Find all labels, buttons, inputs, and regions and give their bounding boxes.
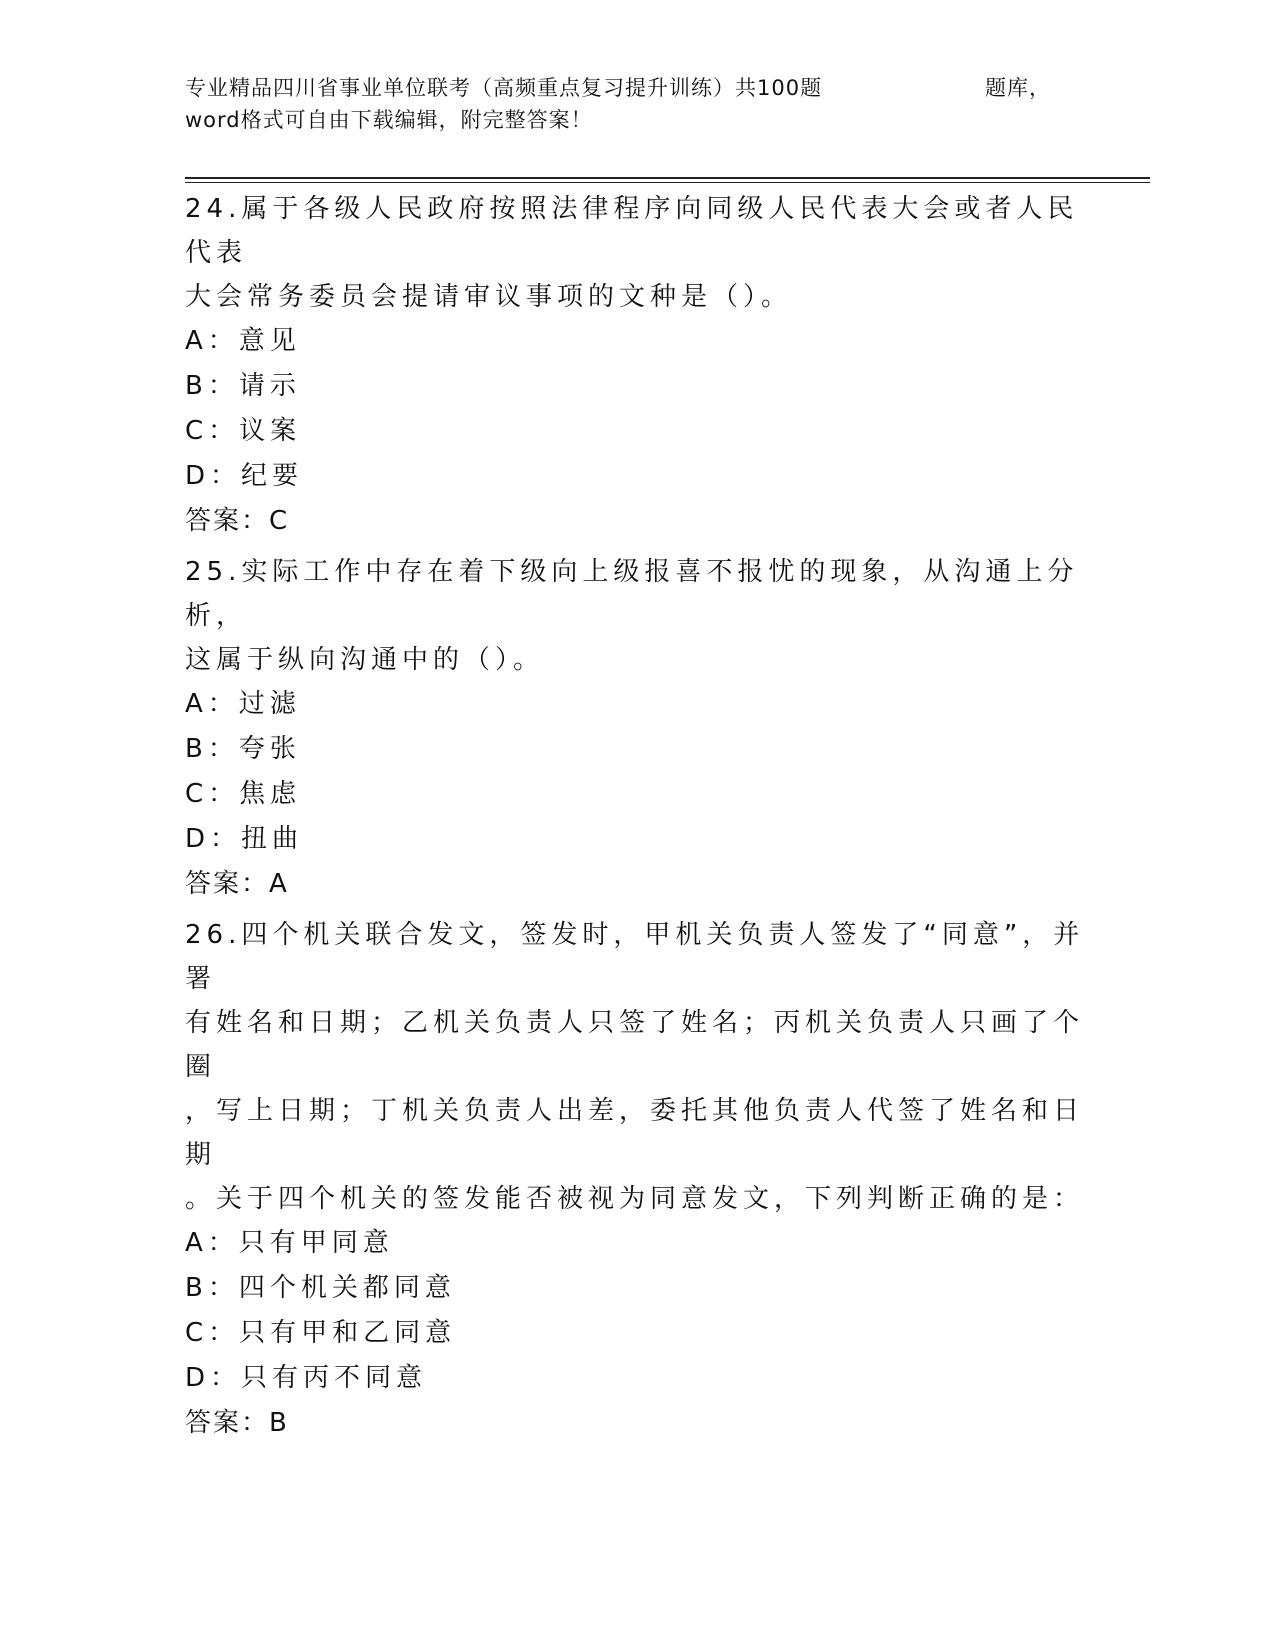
- option-b: B：请示: [185, 371, 301, 401]
- question-stem-line: 25.实际工作中存在着下级向上级报喜不报忧的现象，从沟通上分析，: [185, 557, 1079, 631]
- question-stem-line: 这属于纵向沟通中的（）。: [185, 645, 545, 675]
- document-header: [185, 72, 1085, 136]
- option-d: D：扭曲: [185, 824, 304, 854]
- answer-line: 答案：B: [185, 1408, 289, 1438]
- option-a: A：意见: [185, 326, 301, 356]
- question-stem-line: 大会常务委员会提请审议事项的文种是（）。: [185, 282, 793, 312]
- header-title-suffix: 题库，: [985, 76, 1051, 100]
- option-a: A：只有甲同意: [185, 1228, 394, 1258]
- question-stem-line: 。关于四个机关的签发能否被视为同意发文，下列判断正确的是：: [185, 1184, 1085, 1214]
- answer-line: 答案：C: [185, 506, 290, 536]
- option-d: D：纪要: [185, 461, 304, 491]
- header-divider-thick: [185, 177, 1150, 179]
- question-stem-line: 26.四个机关联合发文，签发时，甲机关负责人签发了“同意”，并署: [185, 920, 1085, 994]
- question-stem-line: ，写上日期；丁机关负责人出差，委托其他负责人代签了姓名和日期: [185, 1096, 1085, 1170]
- option-c: C：焦虑: [185, 779, 302, 809]
- question-24: [185, 187, 1085, 544]
- header-title: 专业精品四川省事业单位联考（高频重点复习提升训练）共100题: [185, 76, 823, 100]
- answer-line: 答案：A: [185, 869, 289, 899]
- option-b: B：夸张: [185, 734, 301, 764]
- header-line-2: word格式可自由下载编辑，附完整答案！: [185, 108, 593, 132]
- header-line-1: [185, 72, 1085, 104]
- option-c: C：议案: [185, 416, 302, 446]
- question-25: [185, 550, 1085, 907]
- option-b: B：四个机关都同意: [185, 1273, 456, 1303]
- option-c: C：只有甲和乙同意: [185, 1318, 457, 1348]
- option-d: D：只有丙不同意: [185, 1363, 428, 1393]
- question-stem-line: 24.属于各级人民政府按照法律程序向同级人民代表大会或者人民代表: [185, 194, 1079, 268]
- question-stem-line: 有姓名和日期；乙机关负责人只签了姓名；丙机关负责人只画了个圈: [185, 1008, 1085, 1082]
- option-a: A：过滤: [185, 689, 301, 719]
- header-divider-thin: [185, 182, 1150, 183]
- question-26: [185, 913, 1085, 1446]
